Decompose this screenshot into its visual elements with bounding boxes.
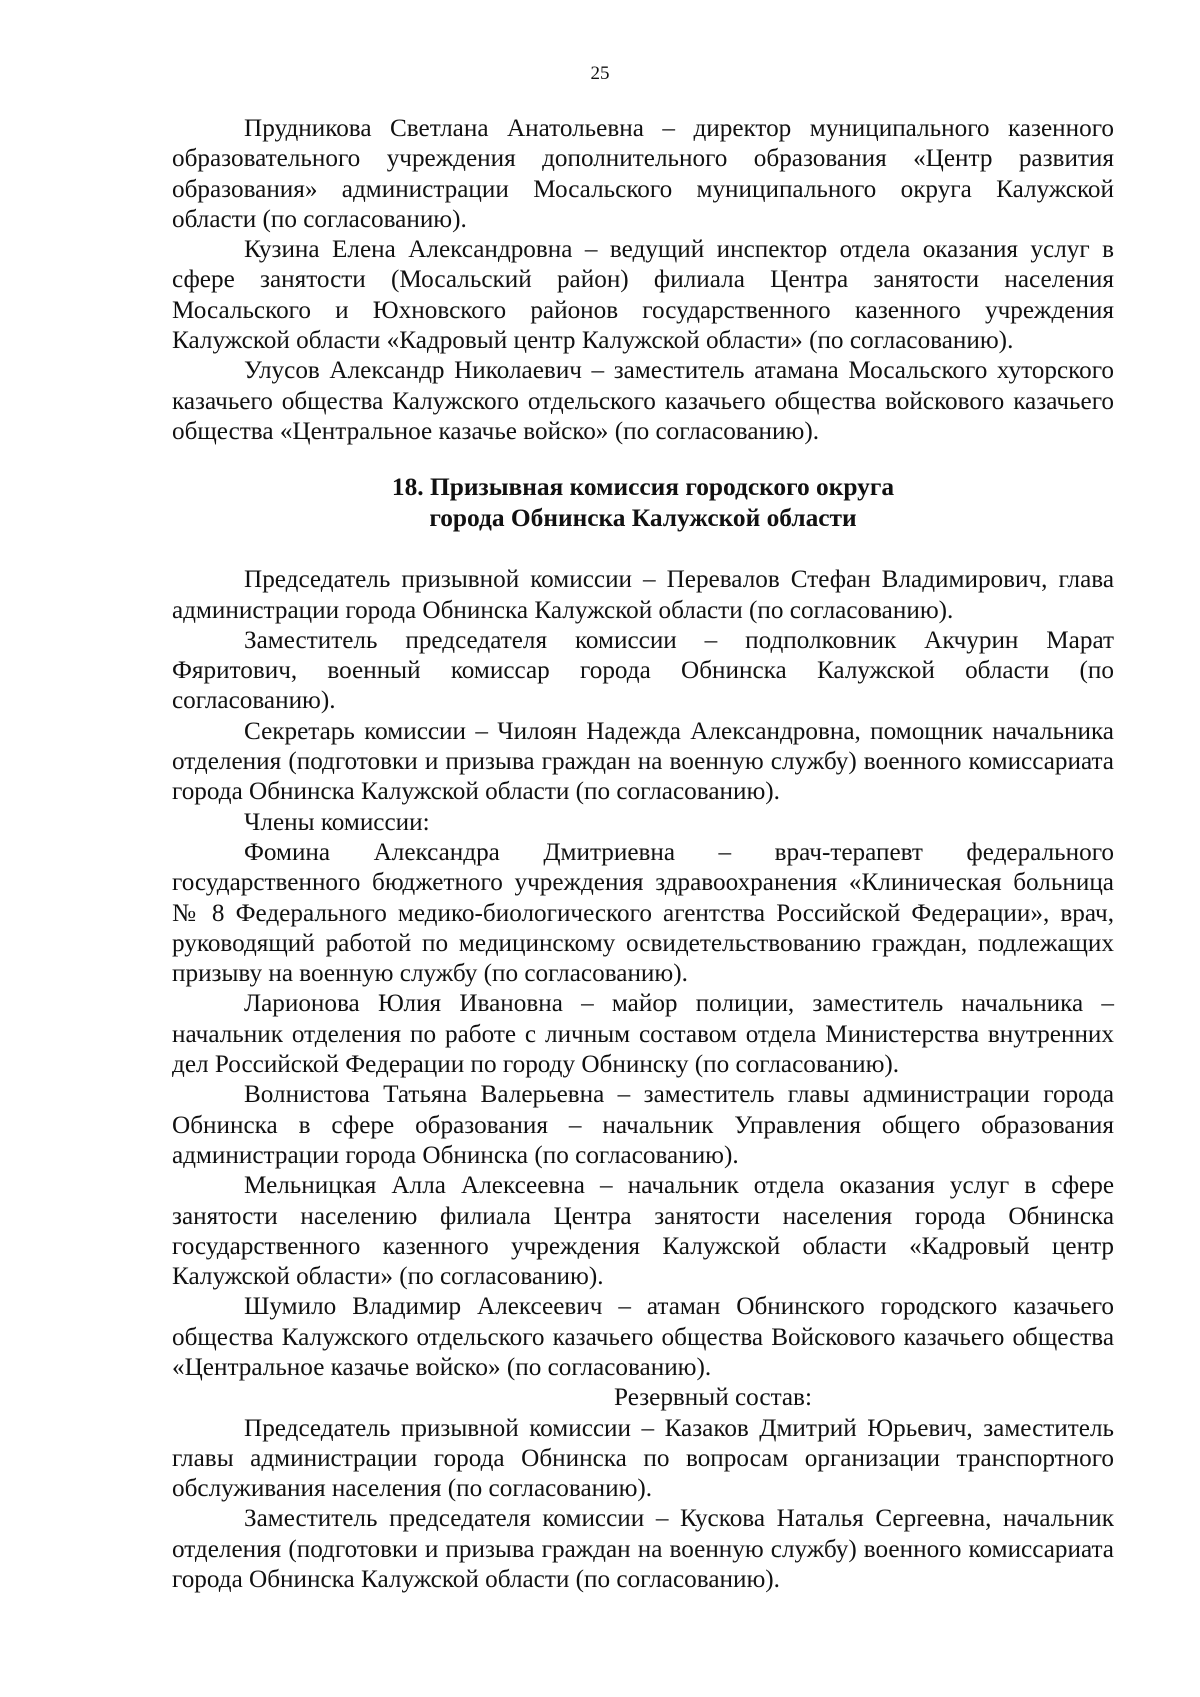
paragraph-larionova: Ларионова Юлия Ивановна – майор полиции, заместитель начальника – начальник отделения по работе с личным составом отдела Министерства внутренних дел Российской Федерации по городу Обнинску (по согласованию). <box>172 990 1114 1079</box>
paragraph-deputy-chairman: Заместитель председателя комиссии – подполковник Акчурин Марат Фяритович, военный комиссар города Обнинска Калужской области (по согласованию). <box>172 626 1114 715</box>
paragraph-secretary: Секретарь комиссии – Чилоян Надежда Александровна, помощник начальника отделения (подготовки и призыва граждан на военную службу) военного комиссариата города Обнинска Калужской области (по согласованию). <box>172 717 1114 806</box>
section-heading-line-1: 18. Призывная комиссия городского округа <box>391 473 895 502</box>
document-body <box>172 114 1114 1595</box>
paragraph-fomina: Фомина Александра Дмитриевна – врач-терапевт федерального государственного бюджетного учреждения здравоохранения «Клиническая больница № 8 Федерального медико-биологического агентства Российской Федерации», врач, руководящий работой по медицинскому освидетельствованию граждан, подлежащих призыву на военную службу (по согласованию). <box>172 838 1114 988</box>
paragraph-members-label: Члены комиссии: <box>244 808 430 836</box>
paragraph-melnitskaya: Мельницкая Алла Алексеевна – начальник отдела оказания услуг в сфере занятости населению филиала Центра занятости населения города Обнинска государственного казенного учреждения Калужской области «Кадровый центр Калужской области» (по согласованию). <box>172 1172 1114 1291</box>
reserve-heading: Резервный состав: <box>614 1384 812 1412</box>
section-heading <box>172 472 1114 533</box>
section-heading-line-2: города Обнинска Калужской области <box>429 503 857 532</box>
paragraph-ulusov: Улусов Александр Николаевич – заместитель атамана Мосальского хуторского казачьего общества Калужского отдельского казачьего общества войскового казачьего общества «Центральное казачье войско» (по согласованию). <box>172 357 1114 445</box>
paragraph-prudnikova: Прудникова Светлана Анатольевна – директор муниципального казенного образовательного учреждения дополнительного образования «Центр развития образования» администрации Мосальского муниципального округа Калужской области (по согласованию). <box>172 115 1114 233</box>
paragraph-volnistova: Волнистова Татьяна Валерьевна – заместитель главы администрации города Обнинска в сфере образования – начальник Управления общего образования администрации города Обнинска (по согласованию). <box>172 1081 1114 1169</box>
paragraph-reserve-deputy: Заместитель председателя комиссии – Кускова Наталья Сергеевна, начальник отделения (подготовки и призыва граждан на военную службу) военного комиссариата города Обнинска Калужской области (по согласованию). <box>172 1505 1114 1594</box>
page-number: 25 <box>590 63 610 84</box>
paragraph-chairman: Председатель призывной комиссии – Перевалов Стефан Владимирович, глава администрации города Обнинска Калужской области (по согласованию). <box>172 566 1114 624</box>
paragraph-kuzina: Кузина Елена Александровна – ведущий инспектор отдела оказания услуг в сфере занятости (Мосальский район) филиала Центра занятости населения Мосальского и Юхновского районов государственного казенного учреждения Калужской области «Кадровый центр Калужской области» (по согласованию). <box>172 236 1114 355</box>
paragraph-shumilo: Шумило Владимир Алексеевич – атаман Обнинского городского казачьего общества Калужского отдельского казачьего общества Войскового казачьего общества «Центральное казачье войско» (по согласованию). <box>172 1293 1114 1381</box>
paragraph-reserve-chairman: Председатель призывной комиссии – Казаков Дмитрий Юрьевич, заместитель главы администрации города Обнинска по вопросам организации транспортного обслуживания населения (по согласованию). <box>172 1414 1114 1503</box>
